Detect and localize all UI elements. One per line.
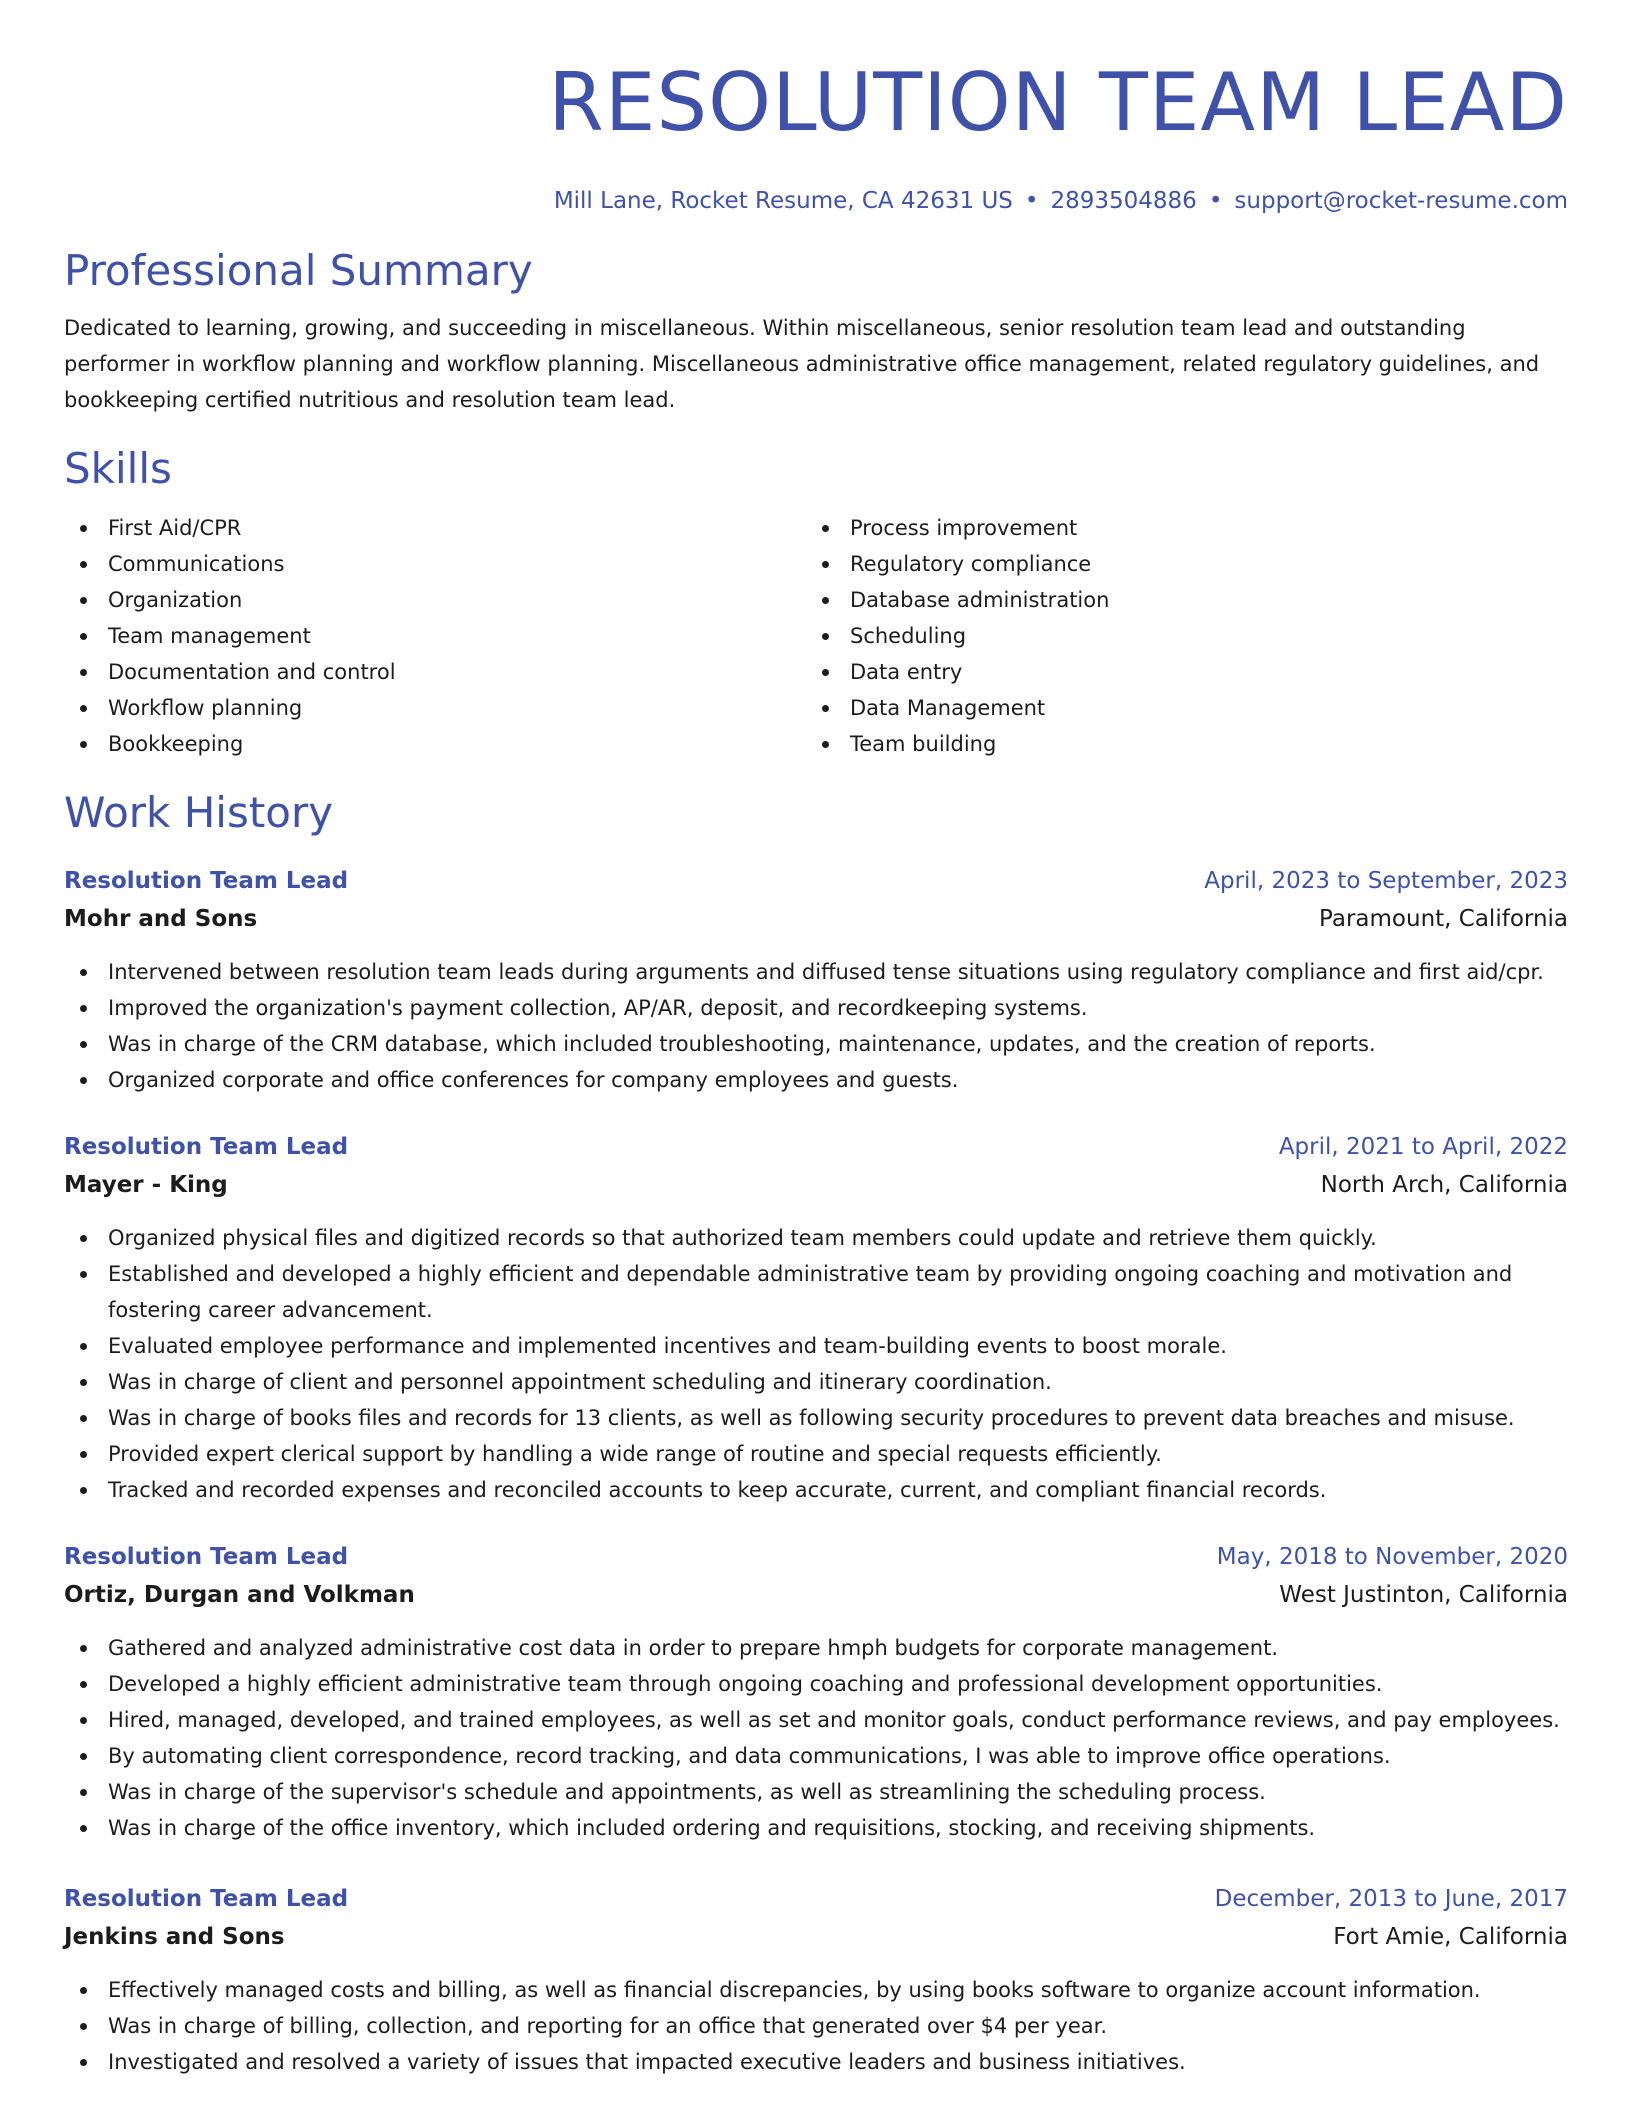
skill-item: Workflow planning: [64, 690, 806, 726]
job-bullet: Was in charge of books files and records for 13 clients, as well as following security procedures to prevent data breaches and misuse.: [64, 1400, 1568, 1436]
job-bullet: Was in charge of the office inventory, which included ordering and requisitions, stocking, and receiving shipments.: [64, 1810, 1568, 1846]
job-location: North Arch, California: [1320, 1172, 1568, 1198]
job-bullets: [64, 1220, 1568, 1508]
job-company: Mohr and Sons: [64, 906, 258, 932]
job-company: Jenkins and Sons: [64, 1924, 285, 1950]
contact-email: support@rocket-resume.com: [1234, 188, 1568, 214]
job-company-row: [64, 1576, 1568, 1614]
resume-title: RESOLUTION TEAM LEAD: [548, 56, 1568, 149]
job-dates: April, 2021 to April, 2022: [1278, 1134, 1568, 1160]
job-bullet: Effectively managed costs and billing, as well as financial discrepancies, by using books software to organize account information.: [64, 1972, 1568, 2008]
job-company: Mayer - King: [64, 1172, 228, 1198]
summary-heading: Professional Summary: [64, 246, 533, 295]
job-dates: May, 2018 to November, 2020: [1216, 1544, 1568, 1570]
job-company-row: [64, 1166, 1568, 1204]
skills-column-right: [806, 510, 1548, 762]
job-bullet: Gathered and analyzed administrative cost data in order to prepare hmph budgets for corporate management.: [64, 1630, 1568, 1666]
job-location: Fort Amie, California: [1333, 1924, 1568, 1950]
job-bullets: [64, 1972, 1568, 2080]
skill-item: Process improvement: [806, 510, 1548, 546]
skill-item: Bookkeeping: [64, 726, 806, 762]
job-bullet: Was in charge of client and personnel appointment scheduling and itinerary coordination.: [64, 1364, 1568, 1400]
job-bullet: Provided expert clerical support by handling a wide range of routine and special requests efficiently.: [64, 1436, 1568, 1472]
job-bullet: Was in charge of the CRM database, which included troubleshooting, maintenance, updates, and the creation of reports.: [64, 1026, 1568, 1062]
job-bullet: Investigated and resolved a variety of issues that impacted executive leaders and business initiatives.: [64, 2044, 1568, 2080]
job-title-row: [64, 1538, 1568, 1576]
skill-item: Scheduling: [806, 618, 1548, 654]
skills-list: [64, 510, 1568, 762]
job-location: West Justinton, California: [1279, 1582, 1568, 1608]
job-bullet: Intervened between resolution team leads during arguments and diffused tense situations using regulatory compliance and first aid/cpr.: [64, 954, 1568, 990]
job-bullet: Was in charge of billing, collection, and reporting for an office that generated over $4 per year.: [64, 2008, 1568, 2044]
work-history-heading: Work History: [64, 788, 334, 837]
skill-item: Data Management: [806, 690, 1548, 726]
skill-item: First Aid/CPR: [64, 510, 806, 546]
job-company-row: [64, 1918, 1568, 1956]
job-location: Paramount, California: [1319, 906, 1568, 932]
job-entry: [64, 862, 1568, 1098]
job-dates: December, 2013 to June, 2017: [1214, 1886, 1568, 1912]
contact-separator: •: [1024, 188, 1039, 214]
job-bullet: Hired, managed, developed, and trained employees, as well as set and monitor goals, conduct performance reviews, and pay employees.: [64, 1702, 1568, 1738]
job-bullet: By automating client correspondence, record tracking, and data communications, I was able to improve office operations.: [64, 1738, 1568, 1774]
job-bullet: Organized corporate and office conferences for company employees and guests.: [64, 1062, 1568, 1098]
job-bullet: Evaluated employee performance and implemented incentives and team-building events to boost morale.: [64, 1328, 1568, 1364]
summary-text: Dedicated to learning, growing, and succeeding in miscellaneous. Within miscellaneous, senior resolution team lead and outstanding performer in workflow planning and workflow planning. Miscellaneous administrative office management, related regulatory guidelines, and bookkeeping certified nutritious and resolution team lead.: [64, 316, 1540, 412]
skill-item: Team management: [64, 618, 806, 654]
job-bullet: Established and developed a highly efficient and dependable administrative team by providing ongoing coaching and motivation and fostering career advancement.: [64, 1256, 1568, 1328]
skill-item: Database administration: [806, 582, 1548, 618]
contact-separator: •: [1208, 188, 1223, 214]
job-company-row: [64, 900, 1568, 938]
job-role: Resolution Team Lead: [64, 1134, 349, 1160]
job-role: Resolution Team Lead: [64, 1544, 349, 1570]
contact-address: Mill Lane, Rocket Resume, CA 42631 US: [553, 188, 1013, 214]
skill-item: Documentation and control: [64, 654, 806, 690]
skill-item: Organization: [64, 582, 806, 618]
skill-item: Data entry: [806, 654, 1548, 690]
job-bullet: Organized physical files and digitized records so that authorized team members could update and retrieve them quickly.: [64, 1220, 1568, 1256]
job-bullets: [64, 954, 1568, 1098]
skill-item: Team building: [806, 726, 1548, 762]
contact-line: [64, 186, 1568, 216]
job-role: Resolution Team Lead: [64, 868, 349, 894]
job-entry: [64, 1880, 1568, 2080]
contact-phone: 2893504886: [1050, 188, 1197, 214]
skills-heading: Skills: [64, 444, 172, 493]
resume-header: [64, 58, 1568, 216]
skills-column-left: [64, 510, 806, 762]
skill-item: Regulatory compliance: [806, 546, 1548, 582]
job-entry: [64, 1128, 1568, 1508]
job-entry: [64, 1538, 1568, 1846]
skill-item: Communications: [64, 546, 806, 582]
job-company: Ortiz, Durgan and Volkman: [64, 1582, 415, 1608]
job-title-row: [64, 1880, 1568, 1918]
job-title-row: [64, 862, 1568, 900]
job-role: Resolution Team Lead: [64, 1886, 349, 1912]
job-bullets: [64, 1630, 1568, 1846]
job-bullet: Improved the organization's payment collection, AP/AR, deposit, and recordkeeping systems.: [64, 990, 1568, 1026]
job-title-row: [64, 1128, 1568, 1166]
job-dates: April, 2023 to September, 2023: [1204, 868, 1568, 894]
job-bullet: Tracked and recorded expenses and reconciled accounts to keep accurate, current, and compliant financial records.: [64, 1472, 1568, 1508]
job-bullet: Developed a highly efficient administrative team through ongoing coaching and professional development opportunities.: [64, 1666, 1568, 1702]
job-bullet: Was in charge of the supervisor's schedule and appointments, as well as streamlining the scheduling process.: [64, 1774, 1568, 1810]
